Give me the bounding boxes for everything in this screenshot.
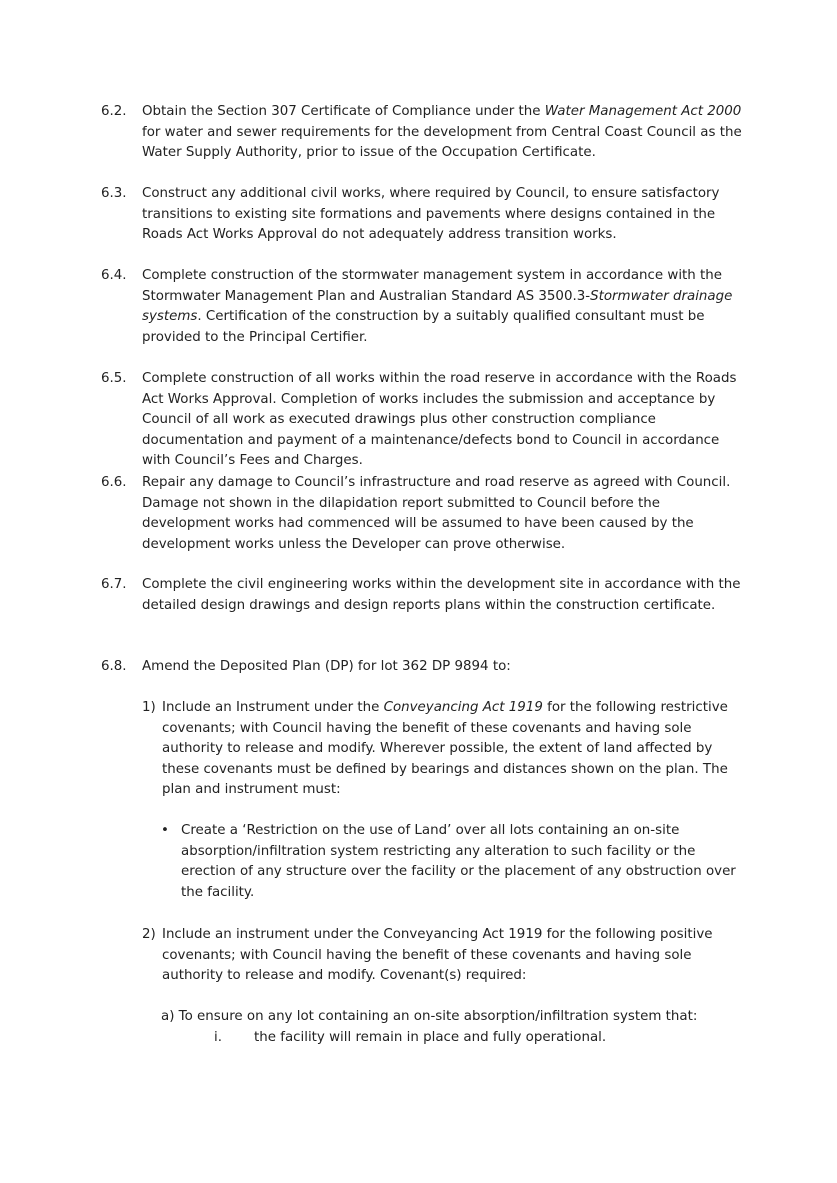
clause-6-4 bbox=[101, 266, 751, 348]
clause-6-3 bbox=[101, 184, 751, 246]
act-title: Conveyancing Act 1919 bbox=[383, 700, 543, 715]
clause-number: 6.2. bbox=[101, 104, 127, 119]
sub-item-text-part: for the following restrictive covenants; with Council having the benefit of these covenants and having sole authority to release and modify. Wherever possible, the extent of land affected by these covenants must be defined by bearings and distances shown on the plan. The plan and instrument must: bbox=[162, 700, 728, 798]
clause-text bbox=[142, 102, 751, 164]
clause-number: 6.6. bbox=[101, 475, 127, 490]
item-i-text: the facility will remain in place and fully operational. bbox=[254, 1030, 607, 1045]
sub-item-2 bbox=[142, 925, 742, 987]
clause-6-7 bbox=[101, 575, 751, 616]
item-i-number: i. bbox=[214, 1030, 222, 1045]
sub-item-text bbox=[162, 698, 742, 801]
sub-item-1 bbox=[142, 698, 742, 801]
clause-number: 6.4. bbox=[101, 268, 127, 283]
clause-6-8 bbox=[101, 657, 751, 678]
act-title: Water Management Act 2000 bbox=[544, 104, 742, 119]
clause-number: 6.3. bbox=[101, 186, 127, 201]
clause-6-2 bbox=[101, 102, 751, 164]
clause-number: 6.8. bbox=[101, 659, 127, 674]
item-a: a) To ensure on any lot containing an on-site absorption/infiltration system that: bbox=[161, 1009, 698, 1024]
bullet-text: Create a ‘Restriction on the use of Land’ over all lots containing an on-site absorption/infiltration system restricting any alteration to such facility or the erection of any structure over the facility or the placement of any obstruction over the facility. bbox=[181, 823, 736, 900]
sub-item-number: 1) bbox=[142, 700, 156, 715]
sub-item-number: 2) bbox=[142, 927, 156, 942]
clause-number: 6.5. bbox=[101, 371, 127, 386]
clause-text bbox=[142, 266, 751, 348]
clause-number: 6.7. bbox=[101, 577, 127, 592]
clause-6-6 bbox=[101, 473, 751, 555]
clause-text: Amend the Deposited Plan (DP) for lot 362 DP 9894 to: bbox=[142, 659, 511, 674]
sub-item-text-part: Include an Instrument under the bbox=[162, 700, 384, 715]
clause-text-part: Complete construction of the stormwater management system in accordance with the Stormwater Management Plan and Australian Standard AS 3500.3- bbox=[142, 268, 723, 304]
clause-6-5 bbox=[101, 369, 751, 472]
clause-text-part: Obtain the Section 307 Certificate of Compliance under the bbox=[142, 104, 545, 119]
clause-text: Construct any additional civil works, where required by Council, to ensure satisfactory transitions to existing site formations and pavements where designs contained in the Roads Act Works Approval do not adequately address transition works. bbox=[142, 186, 720, 243]
standard-title: Stormwater drainage systems bbox=[142, 288, 733, 325]
clause-text: Repair any damage to Council’s infrastructure and road reserve as agreed with Council. Damage not shown in the dilapidation report submitted to Council before the development works had commenced will be assumed to have been caused by the development works unless the Developer can prove otherwise. bbox=[142, 475, 731, 552]
sub-item-text: Include an instrument under the Conveyancing Act 1919 for the following positive covenants; with Council having the benefit of these covenants and having sole authority to release and modify. Covenant(s) required: bbox=[162, 927, 713, 984]
clause-text: Complete construction of all works within the road reserve in accordance with the Roads Act Works Approval. Completion of works includes the submission and acceptance by Council of all work as executed drawings plus other construction compliance documentation and payment of a maintenance/defects bond to Council in accordance with Council’s Fees and Charges. bbox=[142, 371, 737, 469]
clause-text-part: for water and sewer requirements for the development from Central Coast Council as the Water Supply Authority, prior to issue of the Occupation Certificate. bbox=[142, 124, 742, 161]
clause-text: Complete the civil engineering works within the development site in accordance with the detailed design drawings and design reports plans within the construction certificate. bbox=[142, 577, 741, 613]
clause-text-part: . Certification of the construction by a suitably qualified consultant must be provided to the Principal Certifier. bbox=[142, 309, 705, 345]
bullet-icon: • bbox=[161, 823, 169, 838]
restriction-bullet bbox=[161, 821, 741, 903]
